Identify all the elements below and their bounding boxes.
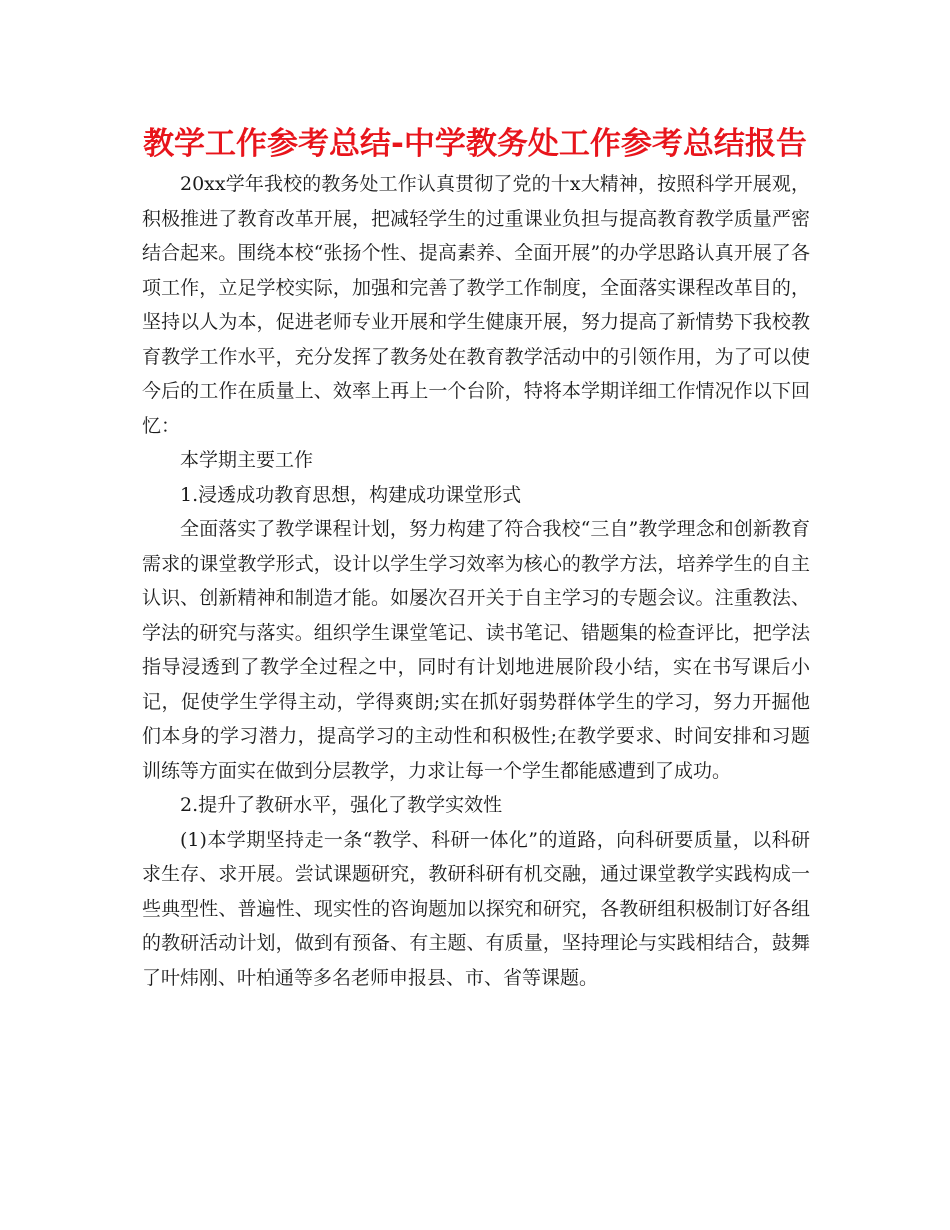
paragraph-section-2-1: (1)本学期坚持走一条“教学、科研一体化”的道路，向科研要质量，以科研求生存、求开展。尝试课题研究，教研科研有机交融，通过课堂教学实践构成一些典型性、普遍性、现实性的咨询题加以探究和研究，各教研组积极制订好各组的教研活动计划，做到有预备、有主题、有质量，坚持理论与实践相结合，鼓舞了叶炜刚、叶柏通等多名老师申报县、市、省等课题。 (142, 828, 810, 989)
section-heading-main-work: 本学期主要工作 (180, 449, 314, 471)
paragraph-intro: 20xx学年我校的教务处工作认真贯彻了党的十x大精神，按照科学开展观，积极推进了教育改革开展，把减轻学生的过重课业负担与提高教育教学质量严密结合起来。围绕本校“张扬个性、提高素养、全面开展”的办学思路认真开展了各项工作，立足学校实际，加强和完善了教学工作制度，全面落实课程改革目的，坚持以人为本，促进老师专业开展和学生健康开展，努力提高了新情势下我校教育教学工作水平，充分发挥了教务处在教育教学活动中的引领作用，为了可以使今后的工作在质量上、效率上再上一个台阶，特将本学期详细工作情况作以下回忆： (142, 173, 810, 437)
document-title: 教学工作参考总结-中学教务处工作参考总结报告 (143, 126, 807, 162)
subheading-1: 1.浸透成功教育思想，构建成功课堂形式 (180, 483, 522, 506)
document-body (142, 167, 810, 995)
paragraph-section-1: 全面落实了教学课程计划，努力构建了符合我校“三自”教学理念和创新教育需求的课堂教学形式，设计以学生学习效率为核心的教学方法，培养学生的自主认识、创新精神和制造才能。如屡次召开关于自主学习的专题会议。注重教法、学法的研究与落实。组织学生课堂笔记、读书笔记、错题集的检查评比，把学法指导浸透到了教学全过程之中，同时有计划地进展阶段小结，实在书写课后小记，促使学生学得主动，学得爽朗;实在抓好弱势群体学生的学习，努力开掘他们本身的学习潜力，提高学习的主动性和积极性;在教学要求、时间安排和习题训练等方面实在做到分层教学，力求让每一个学生都能感遭到了成功。 (142, 518, 810, 782)
subheading-2: 2.提升了教研水平，强化了教学实效性 (180, 794, 503, 816)
